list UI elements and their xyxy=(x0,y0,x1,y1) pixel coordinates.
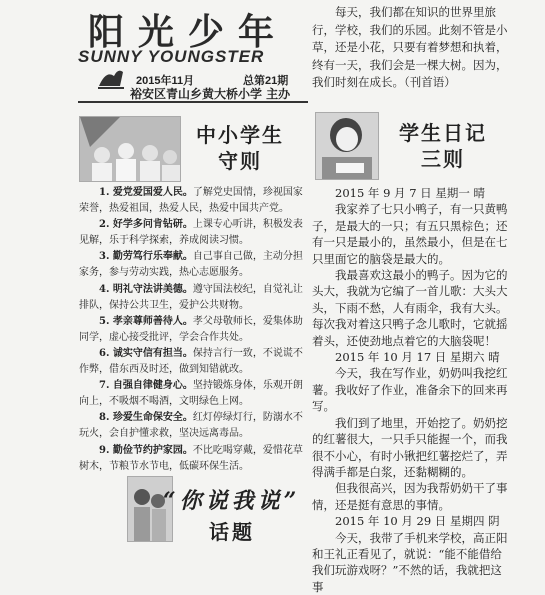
student-diary-title-line1: 学生日记 xyxy=(399,121,487,145)
diary-date: 2015 年 9 月 7 日 星期一 晴 xyxy=(335,186,485,200)
students-saluting-photo xyxy=(79,116,181,182)
student-code-title xyxy=(180,122,300,174)
girl-writing-photo xyxy=(315,112,379,180)
diary-paragraph: 我们到了地里，开始挖了。奶奶挖的红薯很大，一只手只能握一个，而我很不小心，有时小锹把红薯挖烂了，弄得满手都是白浆，还黏糊糊的。 xyxy=(312,415,508,479)
diary-paragraph: 我家养了七只小鸭子，有一只黄鸭子，是最大的一只；有五只黑棕色；还有一只是最小的，虽然最小，但是在七只里面它的脑袋是最大的。 xyxy=(312,202,508,266)
code-rule: 7. 自强自律健身心。坚持锻炼身体，乐观开朗向上，不吸烟不喝酒，文明绿色上网。 xyxy=(79,380,303,408)
code-rule: 5. 孝亲尊师善待人。孝父母敬师长，爱集体助同学，虚心接受批评，学会合作共处。 xyxy=(79,315,303,343)
diary-paragraph: 今天，我带了手机来学校，高正阳和王礼正看见了，就说：“能不能借给我们玩游戏呀？”不然的话，我就把这事 xyxy=(312,530,508,594)
code-rule: 8. 珍爱生命保安全。红灯停绿灯行，防溺水不玩火，会自护懂求救，坚决远离毒品。 xyxy=(79,412,303,440)
student-diary-list xyxy=(312,185,512,595)
student-diary-title xyxy=(378,120,508,172)
diary-paragraph: 我最喜欢这最小的鸭子。因为它的头大，我就为它编了一首儿歌：大头大头，下雨不愁，人有雨伞，我有大头。每次我对着这只鸭子念儿歌时，它就摇着头，还使劲地点着它的大脑袋呢！ xyxy=(312,268,508,348)
diary-paragraph: 但我很高兴，因为我帮奶奶干了事情，还是挺有意思的事情。 xyxy=(312,481,508,512)
school-logo xyxy=(96,66,126,92)
code-rule: 4. 明礼守法讲美德。遵守国法校纪，自觉礼让排队，保持公共卫生，爱护公共财物。 xyxy=(79,283,303,311)
diary-date: 2015 年 10 月 29 日 星期四 阴 xyxy=(335,514,500,529)
editorial-intro xyxy=(312,4,512,92)
masthead-rule xyxy=(78,101,308,103)
diary-paragraph: 今天，我在写作业，奶奶叫我挖红薯。我收好了作业，准备余下的回来再写。 xyxy=(312,366,508,414)
topic-subtitle: 话题 xyxy=(209,520,255,544)
code-rule: 2. 好学多问肯钻研。上课专心听讲，积极发表见解，乐于科学探索，养成阅读习惯。 xyxy=(79,219,303,247)
code-rule: 9. 勤俭节约护家园。不比吃喝穿戴，爱惜花草树木，节粮节水节电，低碳环保生活。 xyxy=(79,444,303,472)
publisher: 裕安区青山乡黄大桥小学 主办 xyxy=(130,87,291,101)
girl-photo-illustration xyxy=(316,113,378,179)
student-code-title-line1: 中小学生 xyxy=(196,123,284,147)
code-rule: 3. 勤劳笃行乐奉献。自己事自己做，主动分担家务，参与劳动实践，热心志愿服务。 xyxy=(79,251,303,279)
students-photo-illustration xyxy=(80,117,180,181)
student-code-list xyxy=(79,185,303,475)
issue-date: 2015年11月 xyxy=(136,75,195,87)
code-rule: 1. 爱党爱国爱人民。了解党史国情，珍视国家荣誉，热爱祖国，热爱人民，热爱中国共产党。 xyxy=(79,187,303,215)
code-rule: 6. 诚实守信有担当。保持言行一致，不说谎不作弊，借东西及时还，做到知错就改。 xyxy=(79,347,303,376)
editorial-intro-text: 每天，我们都在知识的世界里旅行，学校，我们的乐园。此刻不管是小草，还是小花，只要有着梦想和执着，终有一天，我们会是一棵大树。因为，我们时刻在成长。（刊首语） xyxy=(312,5,508,90)
issue-number: 总第21期 xyxy=(243,75,289,87)
newspaper-title: 阳光少年 xyxy=(88,11,289,53)
diary-date: 2015 年 10 月 17 日 星期六 晴 xyxy=(335,350,500,365)
topic-title: “你说我说” xyxy=(163,488,301,514)
newspaper-title-english: SUNNY YOUNGSTER xyxy=(78,47,265,66)
student-diary-title-line2: 三则 xyxy=(421,147,465,171)
student-code-title-line2: 守则 xyxy=(218,149,262,173)
